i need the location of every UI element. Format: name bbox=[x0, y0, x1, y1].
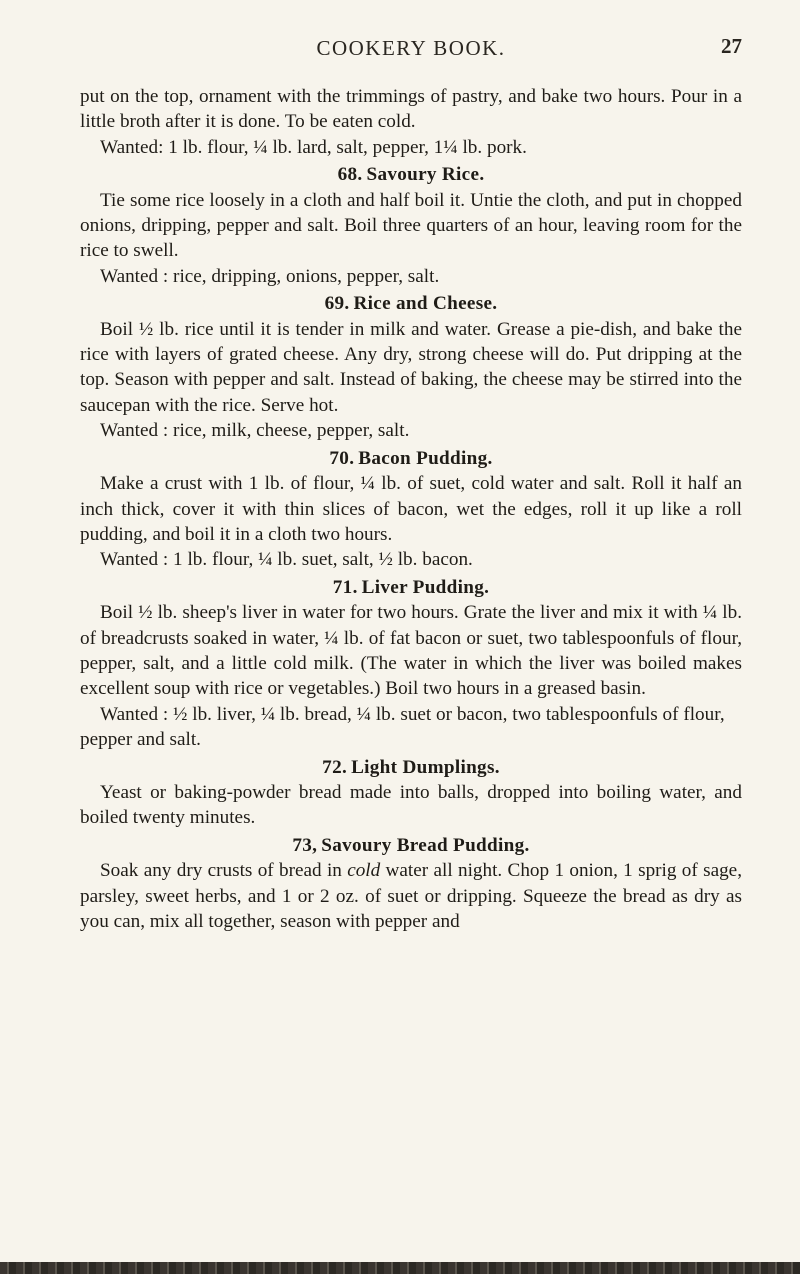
recipe-text-73-emphasis: cold bbox=[347, 860, 381, 882]
recipe-wanted-70: Wanted : 1 lb. flour, ¼ lb. suet, salt, ½ lb. bacon. bbox=[100, 549, 473, 571]
recipe-title: Savoury Bread Pudding. bbox=[321, 834, 530, 856]
recipe-heading-71 bbox=[80, 575, 742, 600]
recipe-number: 72. bbox=[322, 756, 348, 778]
recipe-title: Liver Pudding. bbox=[361, 576, 490, 598]
recipe-number: 69. bbox=[324, 293, 350, 315]
recipe-text-73-end: water all night. Chop 1 onion, 1 sprig of sage, parsley, sweet herbs, and 1 or 2 oz. of suet or dripping. Squeeze the bread as dry as you can, mix all together, season with pepper and bbox=[80, 860, 742, 932]
recipe-heading-70 bbox=[80, 446, 742, 471]
intro-paragraph: put on the top, ornament with the trimmings of pastry, and bake two hours. Pour in a little broth after it is done. To be eaten cold. bbox=[80, 86, 742, 133]
page-header bbox=[80, 36, 742, 66]
recipe-number: 71. bbox=[332, 576, 358, 598]
recipe-text-70: Make a crust with 1 lb. of flour, ¼ lb. of suet, cold water and salt. Roll it half an inch thick, cover it with thin slices of bacon, wet the edges, roll it up like a roll pudding, and boil it in a cloth two hours. bbox=[80, 473, 742, 545]
recipe-number: 70. bbox=[329, 447, 355, 469]
recipe-heading-72 bbox=[80, 755, 742, 780]
recipe-title: Bacon Pudding. bbox=[358, 447, 493, 469]
recipe-heading-73 bbox=[80, 833, 742, 858]
recipe-text-68: Tie some rice loosely in a cloth and half boil it. Untie the cloth, and put in chopped onions, dripping, pepper and salt. Boil three quarters of an hour, leaving room for the rice to swell. bbox=[80, 189, 742, 262]
recipe-text-72: Yeast or baking-powder bread made into balls, dropped into boiling water, and boiled twenty minutes. bbox=[80, 781, 742, 829]
recipe-number: 73, bbox=[292, 834, 318, 856]
recipe-wanted-71: Wanted : ½ lb. liver, ¼ lb. bread, ¼ lb. suet or bacon, two tablespoonfuls of flour, pepper and salt. bbox=[80, 703, 725, 751]
recipe-title: Light Dumplings. bbox=[351, 756, 500, 778]
recipe-heading-69 bbox=[80, 291, 742, 316]
bottom-edge-border bbox=[0, 1262, 800, 1274]
recipe-title: Savoury Rice. bbox=[366, 164, 485, 186]
recipe-text-73 bbox=[80, 858, 742, 934]
recipe-wanted-68: Wanted : rice, dripping, onions, pepper, salt. bbox=[100, 265, 440, 287]
recipe-text-69: Boil ½ lb. rice until it is tender in milk and water. Grease a pie-dish, and bake the rice with layers of grated cheese. Any dry, strong cheese will do. Put dripping at the top. Season with pepper and salt. Instead of baking, the cheese may be stirred into the saucepan with the rice. Serve hot. bbox=[80, 318, 742, 416]
page-number: 27 bbox=[721, 34, 742, 58]
intro-wanted: Wanted: 1 lb. flour, ¼ lb. lard, salt, pepper, 1¼ lb. pork. bbox=[100, 136, 527, 158]
page-body bbox=[80, 84, 742, 934]
recipe-text-73-start: Soak any dry crusts of bread in bbox=[100, 860, 348, 882]
recipe-heading-68 bbox=[80, 162, 742, 187]
recipe-number: 68. bbox=[337, 164, 363, 186]
recipe-wanted-69: Wanted : rice, milk, cheese, pepper, salt. bbox=[100, 420, 410, 442]
recipe-text-71: Boil ½ lb. sheep's liver in water for two hours. Grate the liver and mix it with ¼ lb. of breadcrusts soaked in water, ¼ lb. of fat bacon or suet, two tablespoonfuls of flour, pepper, salt, and a little cold milk. (The water in which the liver was boiled makes excellent soup with rice or vegetables.) Boil two hours in a greased basin. bbox=[80, 602, 742, 700]
running-head: COOKERY BOOK. bbox=[316, 36, 506, 60]
recipe-title: Rice and Cheese. bbox=[353, 293, 498, 315]
